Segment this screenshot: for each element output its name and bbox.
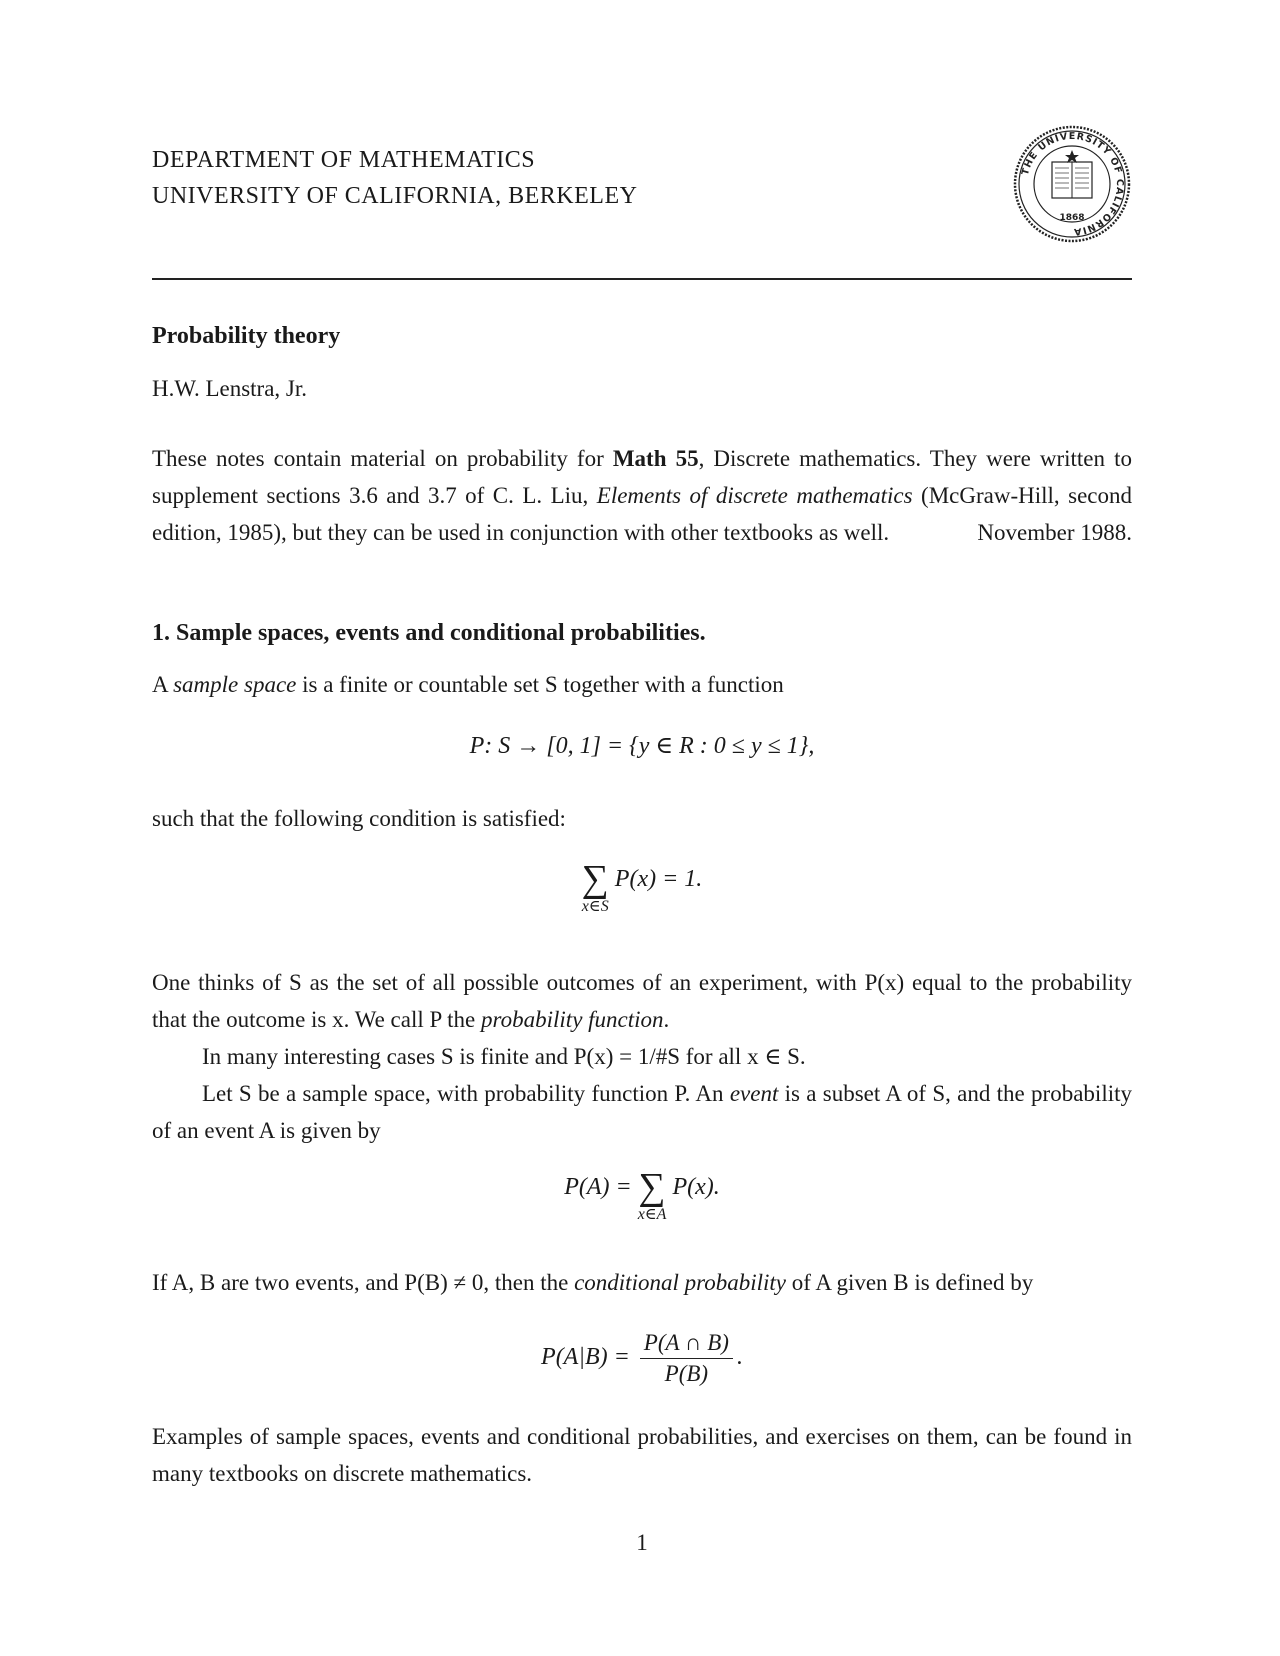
department-name: DEPARTMENT OF MATHEMATICS <box>152 147 536 173</box>
equation-sum-normalization: ∑ x∈S P(x) = 1. <box>581 858 703 915</box>
paragraph-uniform-case: In many interesting cases S is finite and P(x) = 1/#S for all x ∈ S. <box>202 1044 806 1069</box>
section-heading: 1. Sample spaces, events and conditional probabilities. <box>152 620 706 646</box>
seal-motto-text: THE UNIVERSITY OF CALIFORNIA <box>1019 130 1126 238</box>
equation-probability-map: P: S → [0, 1] = {y ∈ R : 0 ≤ y ≤ 1}, <box>469 733 815 759</box>
fraction: $\frac{P(A \cap B)}{P(B)}$ <box>640 1330 733 1387</box>
date-stamp: November 1988. <box>977 520 1132 545</box>
paragraph-event: Let S be a sample space, with probability function P. An event is a subset A of S, and the probability of an event A is given by <box>152 1081 1132 1143</box>
term-conditional-probability: conditional probability <box>574 1270 786 1295</box>
header-rule <box>152 278 1132 280</box>
seal-year: 1868 <box>1059 213 1085 223</box>
term-event: event <box>729 1081 779 1106</box>
book-title: Elements of discrete mathematics <box>596 483 913 508</box>
paragraph-condition: such that the following condition is satisfied: <box>152 806 566 831</box>
equation-event-probability: P(A) = ∑ x∈A P(x). <box>564 1166 720 1223</box>
paragraph-examples: Examples of sample spaces, events and conditional probabilities, and exercises on them, can be found in many textbooks on discrete mathematics. <box>152 1424 1132 1486</box>
paper-title: Probability theory <box>152 323 341 349</box>
term-sample-space: sample space <box>173 672 297 697</box>
document-page <box>152 0 1132 1656</box>
page-header <box>152 142 1132 214</box>
paper-author: H.W. Lenstra, Jr. <box>152 376 308 401</box>
term-probability-function: probability function <box>481 1007 664 1032</box>
paragraph-conditional: If A, B are two events, and P(B) ≠ 0, then the conditional probability of A given B is defined by <box>152 1270 1034 1295</box>
intro-paragraph: These notes contain material on probability for Math 55, Discrete mathematics. They were written to supplement sections 3.6 and 3.7 of C. L. Liu, Elements of discrete mathematics (McGraw-Hill, second edition, 1985), but they can be used in conjunction with other textbooks as well. November 1988. <box>152 440 1132 551</box>
summation-symbol: ∑ x∈A <box>637 1166 667 1223</box>
course-name: Math 55 <box>612 446 699 471</box>
paragraph-outcomes: One thinks of S as the set of all possible outcomes of an experiment, with P(x) equal to the probability that the outcome is x. We call P the probability function. <box>152 970 1132 1032</box>
university-seal-icon <box>1012 124 1132 244</box>
equation-conditional-probability: P(A|B) = $\frac{P(A \cap B)}{P(B)}$ . <box>541 1330 743 1386</box>
paragraph-sample-space: A sample space is a finite or countable set S together with a function <box>152 672 784 697</box>
page-number: 1 <box>636 1530 648 1555</box>
university-name: UNIVERSITY OF CALIFORNIA, BERKELEY <box>152 183 638 209</box>
summation-symbol: ∑ x∈S <box>581 858 609 915</box>
